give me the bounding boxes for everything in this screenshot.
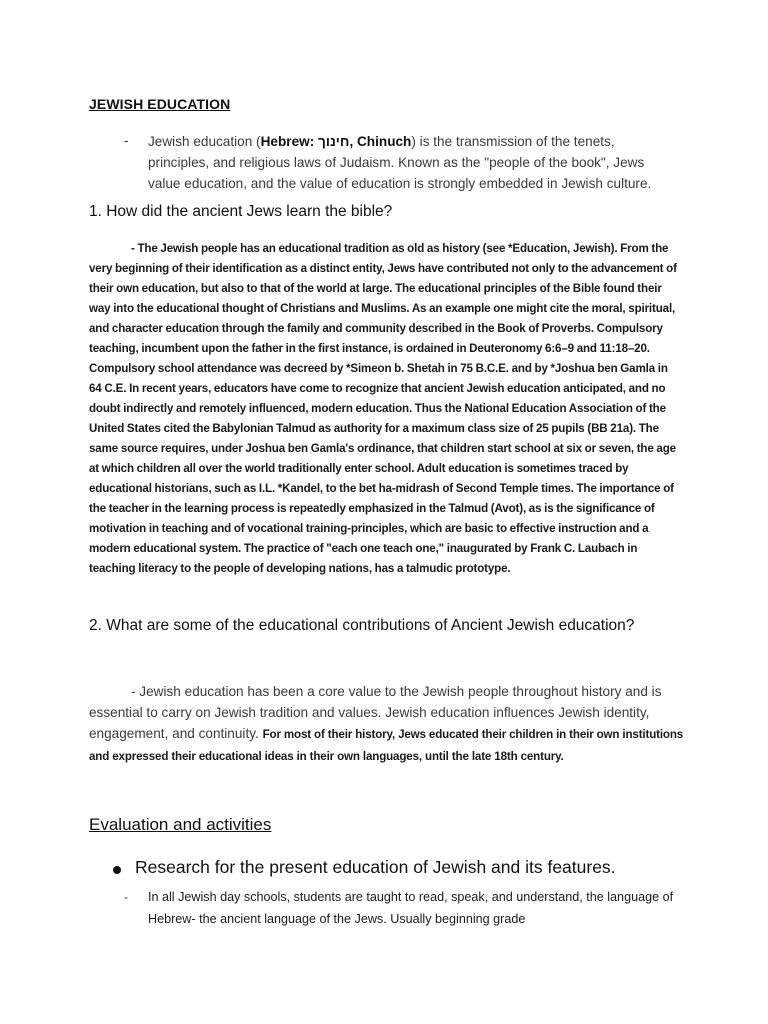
question-2-bold-text: For most of their history, Jews educated their children in their own institutions and expressed their educational ideas in their own languages, until the late 18th century.	[89, 728, 684, 763]
question-2-heading: 2. What are some of the educational contributions of Ancient Jewish education?	[89, 617, 635, 634]
evaluation-bullet: Research for the present education of Jewish and its features.	[135, 857, 616, 877]
question-1-text: - The Jewish people has an educational tradition as old as history (see *Education, Jewish). From the very beginning of their identification as a distinct entity, Jews have contributed not only to the advancement of their own education, but also to that of the world at large. The educational principles of the Bible found their way into the educational thought of Christians and Muslims. As an example one might cite the moral, spiritual, and character education through the family and community described in the Book of Proverbs. Compulsory teaching, incumbent upon the father in the first instance, is ordained in Deuteronomy 6:6–9 and 11:18–20. Compulsory school attendance was decreed by *Simeon b. Shetah in 75 B.C.E. and by *Joshua ben Gamla in 64 C.E. In recent years, educators have come to recognize that ancient Jewish education anticipated, and no doubt indirectly and remotely influenced, modern education. Thus the National Education Association of the United States cited the Babylonian Talmud as authority for a maximum class size of 25 pupils (BB 21a). The same source requires, under Joshua ben Gamla's ordinance, that children start school at six or seven, the age at which children all over the world traditionally enter school. Adult education is sometimes traced by educational historians, such as I.L. *Kandel, to the bet ha-midrash of Second Temple times. The importance of the teacher in the learning process is repeatedly emphasized in the Talmud (Avot), as is the significance of motivation in teaching and of vocational training-principles, which are basic to effective instruction and a modern educational system. The practice of "each one teach one," inaugurated by Frank C. Laubach in teaching literacy to the people of developing nations, has a talmudic prototype.	[89, 242, 677, 575]
sub-item-dash: -	[124, 890, 128, 904]
document-title: JEWISH EDUCATION	[89, 96, 231, 112]
intro-text-after: ) is the transmission of the tenets, principles, and religious laws of Judaism. Known as the "people of the book", Jews value education, and the value of education is strongly embedded in Jewish culture.	[148, 134, 652, 191]
evaluation-sub-item: In all Jewish day schools, students are taught to read, speak, and understand, the language of Hebrew- the ancient language of the Jews. Usually beginning grade	[148, 890, 674, 926]
intro-dash: -	[124, 133, 129, 148]
intro-text-before: Jewish education (	[148, 134, 261, 149]
evaluation-heading: Evaluation and activities	[89, 815, 272, 834]
question-1-body	[89, 239, 681, 579]
question-2-plain-text: - Jewish education has been a core value to the Jewish people throughout history and is essential to carry on Jewish tradition and values. Jewish education influences Jewish identity, engagement, and continuity.	[89, 684, 662, 741]
bullet-dot-icon	[113, 866, 121, 874]
question-1-heading: 1. How did the ancient Jews learn the bible?	[89, 203, 393, 220]
intro-bold-term: Hebrew: חינוך, Chinuch	[260, 134, 412, 149]
question-2-body	[89, 681, 689, 767]
intro-paragraph	[148, 131, 668, 194]
